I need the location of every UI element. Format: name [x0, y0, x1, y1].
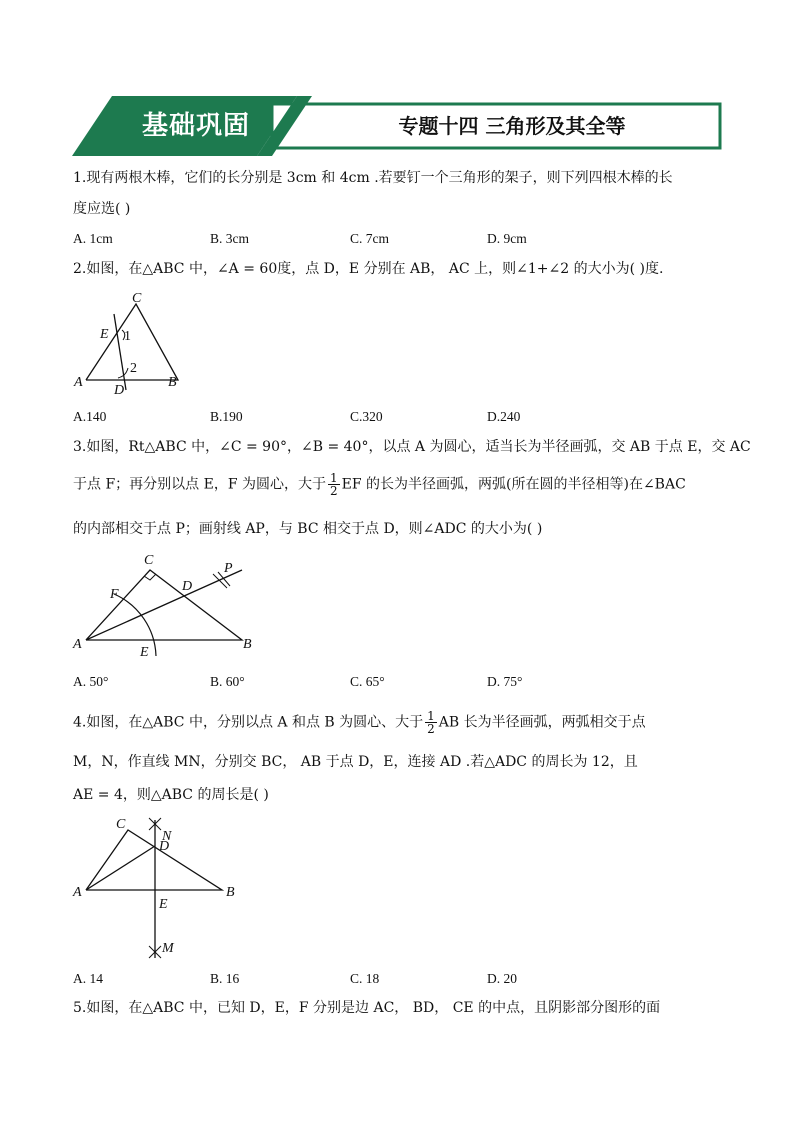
q3-figure [70, 548, 270, 664]
q3-option-c: C. 65° [350, 674, 385, 689]
q3-fraction-den: 2 [330, 484, 338, 498]
q4-label-n: N [162, 829, 172, 844]
q3-label-d: D [182, 579, 193, 594]
q2-label-2: 2 [130, 361, 137, 376]
q2-option-b: B.190 [210, 409, 243, 424]
q2-option-d: D.240 [487, 409, 521, 424]
q4-label-c: C [116, 817, 126, 832]
q2-label-1: 1 [124, 329, 131, 344]
q1-option-a: A. 1cm [73, 231, 113, 246]
q4-line-1-start: 4.如图，在△ABC 中，分别以点 A 和点 B 为圆心、大于 [73, 714, 424, 731]
q3-fraction-num: 1 [330, 471, 338, 485]
q2-label-a: A [74, 375, 83, 390]
section-banner [72, 96, 722, 156]
q3-line-1: 3.如图，Rt△ABC 中，∠C = 90°，∠B = 40°，以点 A 为圆心，适当长为半径画弧，交 AB 于点 E，交 AC [73, 439, 751, 455]
q3-label-c: C [144, 553, 154, 568]
q3-line-2 [73, 472, 686, 497]
topic-title: 专题十四 三角形及其全等 [398, 114, 626, 138]
q3-line-2-end: EF 的长为半径画弧，两弧(所在圆的半径相等)在∠BAC [341, 476, 686, 493]
q2-label-d: D [114, 383, 125, 398]
q4-label-m: M [162, 941, 174, 956]
q2-line-1: 2.如图，在△ABC 中，∠A = 60度，点 D，E 分别在 AB， AC 上，则∠1+∠2 的大小为( )度. [73, 261, 664, 277]
q3-label-a: A [73, 637, 82, 652]
q3-line-3: 的内部相交于点 P；画射线 AP，与 BC 相交于点 D，则∠ADC 的大小为( ) [73, 521, 543, 537]
q4-figure [70, 812, 250, 962]
q4-line-2: M，N，作直线 MN，分别交 BC， AB 于点 D，E，连接 AD .若△ADC 的周长为 12，且 [73, 754, 638, 770]
q4-option-c: C. 18 [350, 971, 380, 986]
q3-line-2-start: 于点 F；再分别以点 E，F 为圆心，大于 [73, 476, 326, 493]
q2-option-a: A.140 [73, 409, 107, 424]
q3-option-b: B. 60° [210, 674, 245, 689]
q4-label-e: E [159, 897, 168, 912]
q1-line-2: 度应选( ) [73, 201, 131, 217]
q3-label-b: B [243, 637, 252, 652]
q1-line-1: 1.现有两根木棒，它们的长分别是 3cm 和 4cm .若要钉一个三角形的架子，则下列四根木棒的长 [73, 170, 673, 186]
q1-option-c: C. 7cm [350, 231, 389, 246]
q2-figure [70, 286, 200, 398]
q1-option-b: B. 3cm [210, 231, 249, 246]
section-label: 基础巩固 [141, 111, 250, 141]
q3-fraction [328, 472, 340, 497]
q3-option-a: A. 50° [73, 674, 109, 689]
q4-line-3: AE = 4，则△ABC 的周长是( ) [73, 787, 269, 803]
q3-option-d: D. 75° [487, 674, 523, 689]
q2-label-e: E [100, 327, 109, 342]
q4-line-1-end: AB 长为半径画弧，两弧相交于点 [438, 714, 646, 731]
q4-option-b: B. 16 [210, 971, 240, 986]
q4-fraction-den: 2 [427, 722, 435, 736]
q3-label-e: E [140, 645, 149, 660]
q4-option-a: A. 14 [73, 971, 103, 986]
q4-label-b: B [226, 885, 235, 900]
q4-option-d: D. 20 [487, 971, 517, 986]
q2-label-b: B [168, 375, 177, 390]
q4-fraction-num: 1 [427, 709, 435, 723]
q5-line-1: 5.如图，在△ABC 中，已知 D，E，F 分别是边 AC， BD， CE 的中点，且阴影部分图形的面 [73, 1000, 661, 1016]
q2-option-c: C.320 [350, 409, 383, 424]
q2-label-c: C [132, 291, 142, 306]
q4-label-a: A [73, 885, 82, 900]
q4-label-d: D [159, 839, 170, 854]
q4-line-1 [73, 710, 646, 735]
q3-label-f: F [110, 587, 119, 602]
q3-label-p: P [224, 561, 233, 576]
q1-option-d: D. 9cm [487, 231, 527, 246]
q4-fraction [425, 710, 437, 735]
